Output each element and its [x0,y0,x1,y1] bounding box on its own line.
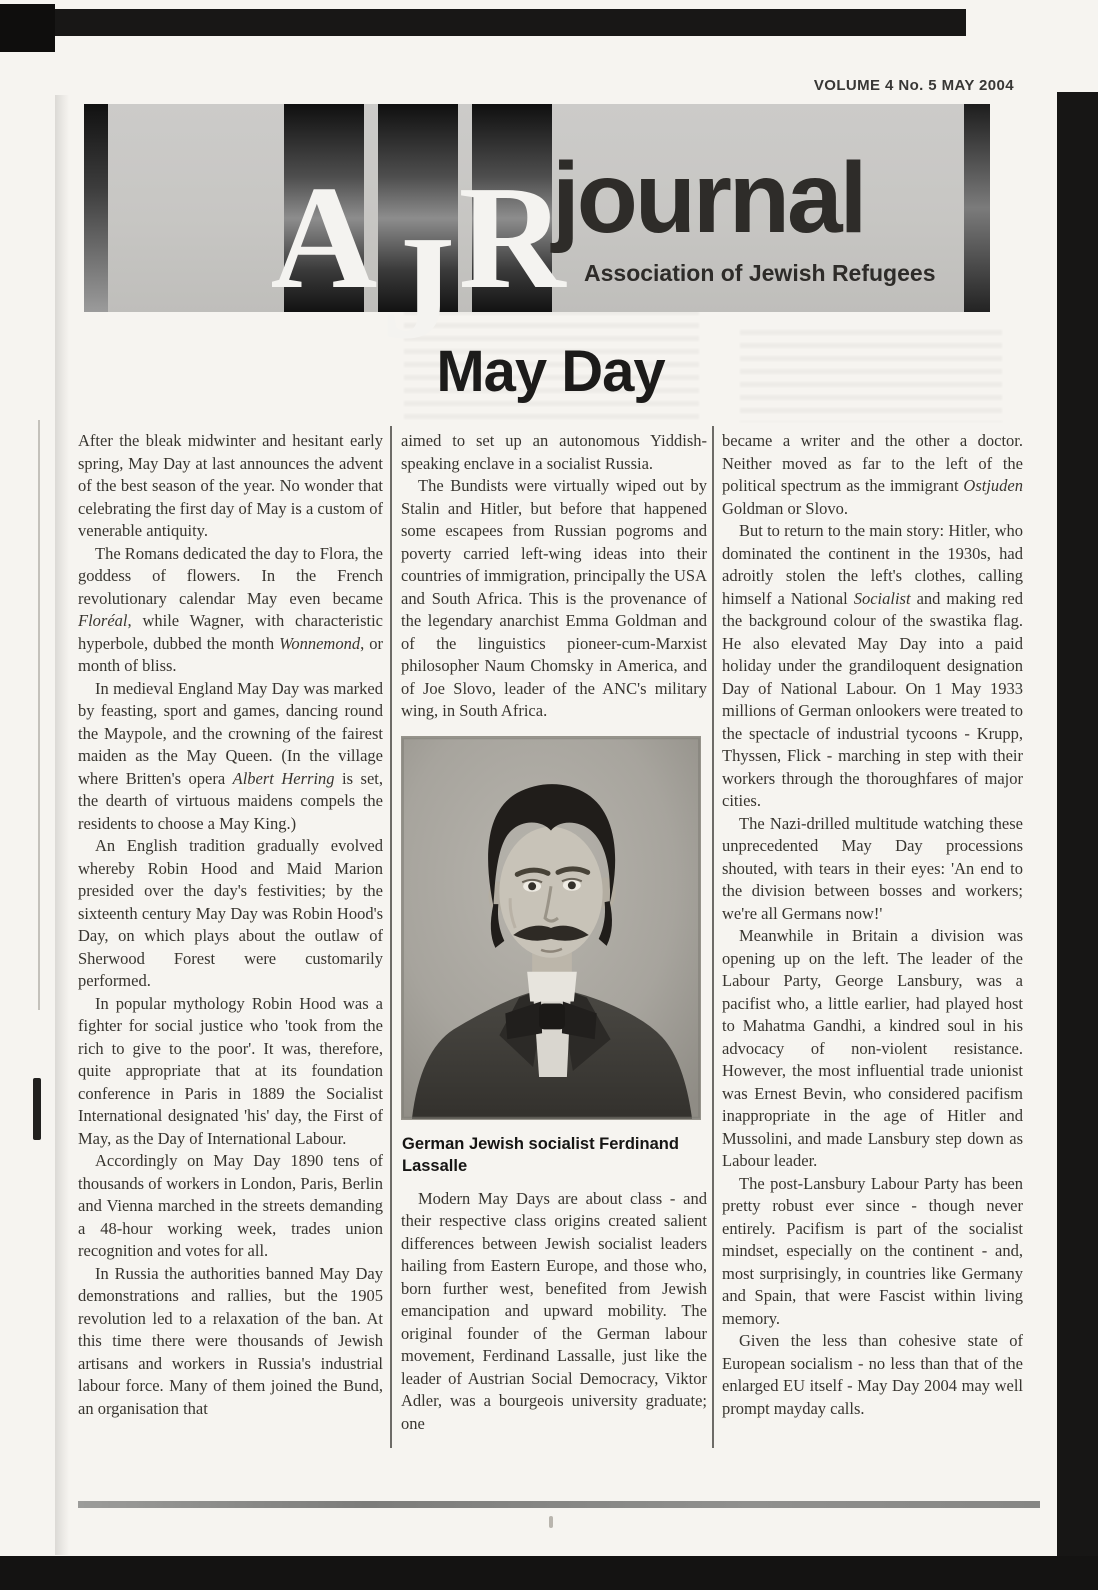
lassalle-portrait-photo [401,736,701,1120]
scan-edge-top-left-block [0,4,55,52]
paragraph: The Romans dedicated the day to Flora, the goddess of flowers. In the French revolutionary calendar May even became Floréal, while Wagner, with characteristic hyperbole, dubbed the month Wonnemond, or month of bliss. [78,543,383,675]
scan-mark-artifact [33,1078,41,1140]
logo-letter: A [270,155,378,320]
paragraph: became a writer and the other a doctor. Neither moved as far to the left of the political spectrum as the immigrant Ostjuden Goldman or Slovo. [722,431,1023,518]
paragraph: Given the less than cohesive state of European socialism - no less than that of the enlarged EU itself - May Day 2004 may well prompt mayday calls. [722,1331,1023,1418]
paragraph: The post-Lansbury Labour Party has been pretty robust ever since - though never entirely. Pacifism is part of the socialist mindset, especially on the continent - and, most surprisingly, in countries like Germany and Spain, that were Fascist within living memory. [722,1173,1023,1328]
scan-line-artifact [38,420,40,1010]
masthead-banner [84,104,990,370]
banner-left-bar [84,104,108,312]
scan-edge-right [1057,92,1098,1590]
paragraph: aimed to set up an autonomous Yiddish-speaking enclave in a socialist Russia. [401,431,707,473]
paragraph: The Nazi-drilled multitude watching these unprecedented May Day processions shouted, with tears in their eyes: 'An end to the division between bosses and workers; we're all Germans now!' [722,813,1023,923]
logo-bar-a [270,104,378,320]
page-crease [55,95,69,1555]
logo-letter: R [458,155,566,320]
volume-issue-date: VOLUME 4 No. 5 MAY 2004 [813,77,1014,94]
photo-caption: German Jewish socialist Ferdinand Lassalle [402,1134,679,1175]
paragraph: In popular mythology Robin Hood was a fighter for social justice who 'took from the rich to give to the poor'. It was, therefore, quite appropriate that at its foundation conference in Paris in 1889 the Socialist International designated 'his' day, the First of May, as the Day of International Labour. [78,993,383,1148]
paragraph: Accordingly on May Day 1890 tens of thousands of workers in London, Paris, Berlin and Vienna marched in the streets demanding a 48-hour working week, trades union recognition and votes for all. [78,1151,383,1260]
paragraph: In Russia the authorities banned May Day demonstrations and rallies, but the 1905 revolution led to a relaxation of the ban. At this time there were thousands of Jewish artisans and workers in Russia's industrial labour force. Many of them joined the Bund, an organisation that [78,1263,383,1418]
paragraph: After the bleak midwinter and hesitant early spring, May Day at last announces the advent of the best season of the year. No wonder that celebrating the first day of May is a custom of venerable antiquity. [78,431,383,540]
article-column-left [78,430,383,1420]
paragraph: An English tradition gradually evolved whereby Robin Hood and Maid Marion presided over the day's festivities; by the sixteenth century May Day was Robin Hood's Day, on which plays about the outlaw of Sherwood Forest were customarily performed. [78,836,383,990]
paragraph: Modern May Days are about class - and their respective class origins created salient differences between Jewish socialist leaders hailing from Eastern Europe, and those who, born further west, benefited from Jewish emancipation and upward mobility. The original founder of the German labour movement, Ferdinand Lassalle, just like the leader of Austrian Social Democracy, Viktor Adler, was a bourgeois university graduate; one [401,1188,707,1433]
portrait-illustration [402,737,700,1119]
column-middle-lower-text [401,1188,707,1436]
logo-bar-j [378,104,458,370]
scan-edge-top [0,9,966,36]
paragraph: Meanwhile in Britain a division was opening up on the left. The leader of the Labour Party, George Lansbury, was a pacifist who, a little earlier, had played host to Mahatma Gandhi, a kindred soul in his advocacy of non-violent resistance. However, the most influential trade unionist was Ernest Bevin, who considered pacifism inappropriate in the age of Hitler and Mussolini, and made Lansbury step down as Labour leader. [722,926,1023,1170]
paragraph: In medieval England May Day was marked by feasting, sport and games, dancing round the Maypole, and the crowning of the fairest maiden as the May Queen. (In the village where Britten's opera Albert Herring is set, the dearth of virtuous maidens compels the residents to choose a May King.) [78,678,383,833]
logo-bar-r [458,104,566,320]
logo-letter: J [381,205,455,370]
column-divider [390,426,392,1448]
column-divider [712,426,714,1448]
banner-right-bar [964,104,990,312]
paragraph: The Bundists were virtually wiped out by Stalin and Hitler, but before that happened some escapees from Russian pogroms and poverty carried left-wing ideas into their countries of immigration, principally the USA and South Africa. This is the provenance of the legendary anarchist Emma Goldman and of the linguistics pioneer-cum-Marxist philosopher Naum Chomsky in America, and of Joe Slovo, leader of the ANC's military wing, in South Africa. [401,476,707,720]
ajr-logo [270,104,566,370]
column-middle-upper-text [401,430,707,723]
masthead-title: journal [552,142,865,254]
footer-rule [78,1501,1040,1508]
article-title: May Day [436,339,665,404]
page-number-smudge [549,1516,553,1528]
scan-edge-bottom [0,1556,1098,1590]
paragraph: But to return to the main story: Hitler, who dominated the continent in the 1930s, had adroitly stolen the left's clothes, calling himself a National Socialist and making red the background colour of the swastika flag. He also elevated May Day into a paid holiday under the grandiloquent designation Day of National Labour. On 1 May 1933 millions of German onlookers were treated to the spectacle of industrial tycoons - Krupp, Thyssen, Flick - marching in step with their workers through the thoroughfares of major cities. [722,521,1023,810]
article-column-right [722,430,1023,1420]
article-column-middle [401,430,707,1435]
masthead-subtitle: Association of Jewish Refugees [584,260,936,286]
